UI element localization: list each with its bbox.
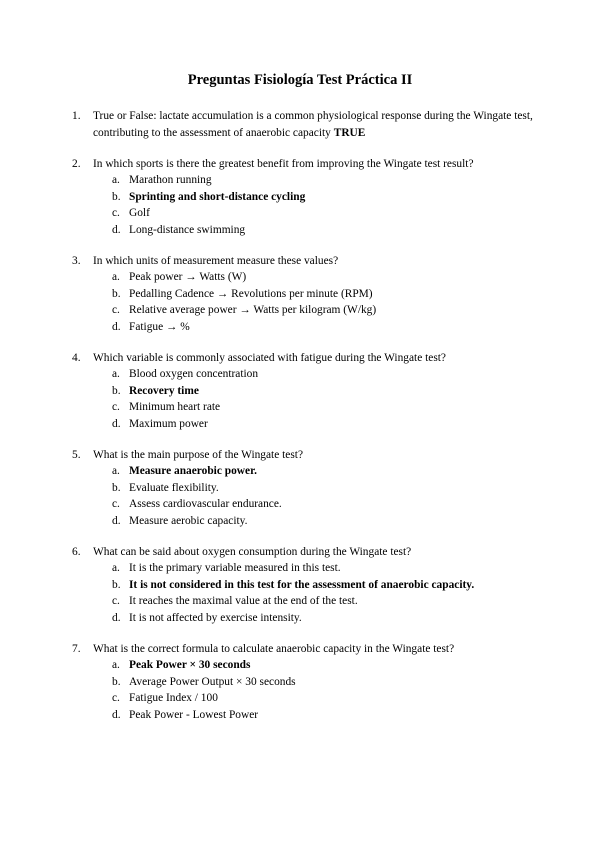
- option-2: [112, 674, 552, 691]
- option-text: Blood oxygen concentration: [129, 368, 259, 380]
- option-text: Pedalling Cadence → Revolutions per minute (RPM): [129, 287, 373, 300]
- option-text-correct: Sprinting and short-distance cycling: [129, 190, 306, 203]
- option-4: [112, 707, 552, 724]
- option-3: [112, 205, 552, 222]
- question-list: [72, 108, 552, 738]
- question-number: 2.: [72, 157, 81, 170]
- option-2: [112, 383, 552, 400]
- option-4: [112, 222, 552, 239]
- option-text: It is the primary variable measured in this test.: [129, 562, 341, 574]
- answer-options: [112, 463, 552, 529]
- option-1: [112, 172, 552, 189]
- question-4: [72, 350, 552, 433]
- answer-options: [112, 366, 552, 432]
- question-text: [93, 350, 552, 367]
- question-text: [93, 156, 552, 173]
- question-text-content: True or False: lactate accumulation is a common physiological response during the Wingate test, contributing to the assessment of anaerobic capacity: [93, 110, 533, 139]
- question-text: [93, 641, 552, 658]
- option-letter: a.: [112, 368, 120, 380]
- option-text-correct: It is not considered in this test for the assessment of anaerobic capacity.: [129, 578, 475, 591]
- question-number: 3.: [72, 254, 81, 267]
- option-letter: a.: [112, 174, 120, 186]
- option-text: Fatigue Index / 100: [129, 692, 218, 704]
- option-4: [112, 513, 552, 530]
- option-2: [112, 480, 552, 497]
- option-1: [112, 463, 552, 480]
- option-1: [112, 269, 552, 286]
- question-1: [72, 108, 552, 141]
- option-letter: a.: [112, 562, 120, 574]
- answer-options: [112, 657, 552, 723]
- question-text-content: What is the main purpose of the Wingate test?: [93, 448, 303, 461]
- option-text: It is not affected by exercise intensity.: [129, 611, 302, 624]
- option-letter: a.: [112, 465, 120, 477]
- option-text-correct: Peak Power × 30 seconds: [129, 659, 251, 671]
- option-text-correct: Measure anaerobic power.: [129, 465, 257, 477]
- option-letter: b.: [112, 675, 121, 688]
- option-2: [112, 286, 552, 303]
- question-text: [93, 544, 552, 561]
- option-letter: c.: [112, 401, 120, 413]
- question-text: [93, 108, 552, 141]
- option-text: Peak Power - Lowest Power: [129, 708, 259, 721]
- option-text: Assess cardiovascular endurance.: [129, 498, 282, 510]
- answer-options: [112, 172, 552, 238]
- option-letter: b.: [112, 287, 121, 300]
- option-text: Evaluate flexibility.: [129, 481, 219, 494]
- question-3: [72, 253, 552, 336]
- question-text-content: In which units of measurement measure these values?: [93, 254, 339, 267]
- answer-options: [112, 269, 552, 335]
- option-3: [112, 690, 552, 707]
- option-letter: c.: [112, 692, 120, 704]
- option-letter: c.: [112, 304, 120, 316]
- option-letter: c.: [112, 207, 120, 219]
- option-text: Peak power → Watts (W): [129, 271, 247, 283]
- option-3: [112, 399, 552, 416]
- option-text: Measure aerobic capacity.: [129, 514, 248, 527]
- option-text: Long-distance swimming: [129, 223, 246, 236]
- question-text: [93, 253, 552, 270]
- option-1: [112, 560, 552, 577]
- option-text: It reaches the maximal value at the end of the test.: [129, 595, 358, 607]
- option-letter: c.: [112, 595, 120, 607]
- option-letter: a.: [112, 271, 120, 283]
- option-text-correct: Recovery time: [129, 384, 199, 397]
- option-4: [112, 319, 552, 336]
- option-2: [112, 189, 552, 206]
- option-1: [112, 366, 552, 383]
- question-text-content: Which variable is commonly associated with fatigue during the Wingate test?: [93, 351, 446, 364]
- question-text-content: What can be said about oxygen consumption during the Wingate test?: [93, 545, 412, 558]
- option-3: [112, 302, 552, 319]
- option-text: Average Power Output × 30 seconds: [129, 675, 296, 688]
- question-number: 7.: [72, 642, 81, 655]
- question-number: 5.: [72, 448, 81, 461]
- option-letter: d.: [112, 708, 121, 721]
- question-6: [72, 544, 552, 627]
- option-4: [112, 416, 552, 433]
- option-letter: d.: [112, 514, 121, 527]
- option-letter: d.: [112, 223, 121, 236]
- question-text: [93, 447, 552, 464]
- option-1: [112, 657, 552, 674]
- option-letter: b.: [112, 190, 121, 203]
- option-text: Golf: [129, 207, 150, 219]
- question-number: 4.: [72, 351, 81, 364]
- option-3: [112, 496, 552, 513]
- question-text-content: In which sports is there the greatest benefit from improving the Wingate test result?: [93, 157, 474, 170]
- option-letter: d.: [112, 611, 121, 624]
- option-letter: a.: [112, 659, 120, 671]
- answer-options: [112, 560, 552, 626]
- option-text: Marathon running: [129, 174, 212, 186]
- question-number: 1.: [72, 110, 81, 122]
- question-number: 6.: [72, 545, 81, 558]
- option-letter: b.: [112, 578, 121, 591]
- question-7: [72, 641, 552, 724]
- option-4: [112, 610, 552, 627]
- option-text: Fatigue → %: [129, 320, 190, 333]
- option-letter: b.: [112, 384, 121, 397]
- option-letter: d.: [112, 320, 121, 333]
- question-5: [72, 447, 552, 530]
- option-text: Maximum power: [129, 417, 208, 430]
- option-3: [112, 593, 552, 610]
- answer-text: TRUE: [333, 126, 366, 139]
- option-letter: c.: [112, 498, 120, 510]
- option-letter: d.: [112, 417, 121, 430]
- option-text: Minimum heart rate: [129, 401, 221, 413]
- question-text-content: What is the correct formula to calculate anaerobic capacity in the Wingate test?: [93, 642, 455, 655]
- question-2: [72, 156, 552, 239]
- option-2: [112, 577, 552, 594]
- page-title: Preguntas Fisiología Test Práctica II: [187, 72, 413, 88]
- option-letter: b.: [112, 481, 121, 494]
- option-text: Relative average power → Watts per kilogram (W/kg): [129, 304, 377, 316]
